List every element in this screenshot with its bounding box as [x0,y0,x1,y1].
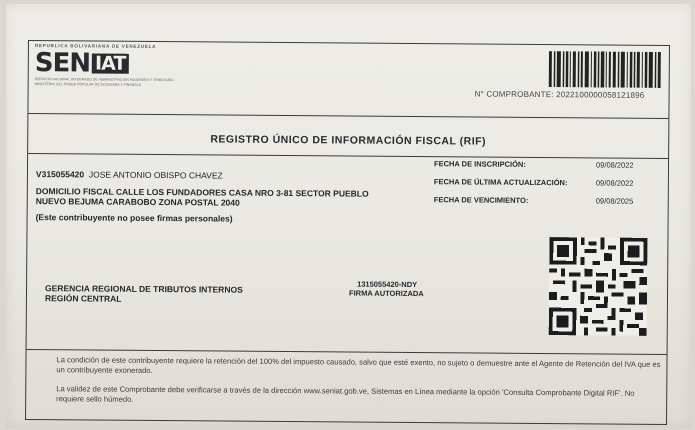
rif-certificate [25,40,670,425]
divider [28,153,668,159]
fecha-vencimiento-label: FECHA DE VENCIMIENTO: [433,195,529,205]
seniat-logo [35,43,210,100]
gerencia-line-2: REGIÓN CENTRAL [44,293,122,304]
fecha-inscripcion-value: 09/08/2022 [596,160,634,170]
fecha-inscripcion-label: FECHA DE INSCRIPCIÓN: [434,159,526,169]
document-paper [6,4,691,428]
divider [28,113,668,119]
document-title: REGISTRO ÚNICO DE INFORMACIÓN FISCAL (RIF) [210,133,487,148]
logo-word-box: IAT [92,54,128,74]
rif-number: V315055420 [35,169,85,180]
logo-wordmark [35,50,210,77]
footer-note-validez: La validez de este Comprobante debe verificarse a través de la dirección www.seniat.gob.ve, Sistemas en Línea mediante la opción 'Consulta Comprobante Digital RIF'. No requiere sello húmedo. [56,384,635,404]
fecha-vencimiento-value: 09/08/2025 [595,196,634,206]
firma-code: 1315055420-NDY [357,279,418,290]
taxpayer-name: JOSE ANTONIO OBISPO CHAVEZ [88,169,223,181]
gerencia-line-1: GERENCIA REGIONAL DE TRIBUTOS INTERNOS [45,283,243,295]
fecha-actualizacion-label: FECHA DE ÚLTIMA ACTUALIZACIÓN: [433,177,568,188]
firmas-note: (Este contribuyente no posee firmas personales) [35,212,233,224]
footer-note-retencion: La condición de este contribuyente requiere la retención del 100% del impuesto causado, salvo que esté exento, no sujeto o demuestre ante el Agente de Retención del IVA que es un contribuyente exonerado. [56,355,661,375]
qr-code-icon [549,237,648,336]
domicilio-line-1: DOMICILIO FISCAL CALLE LOS FUNDADORES CASA NRO 3-81 SECTOR PUEBLO [35,186,369,199]
logo-header-text: REPUBLICA BOLIVARIANA DE VENEZUELA [34,43,157,50]
logo-word-text: SEN [34,48,91,79]
comprobante-number: N° COMPROBANTE: 2022100000058121896 [474,89,645,100]
fecha-actualizacion-value: 09/08/2022 [595,178,634,188]
domicilio-line-2: NUEVO BEJUMA CARABOBO ZONA POSTAL 2040 [35,196,240,208]
logo-subtitle: SERVICIO NACIONAL INTEGRADO DE ADMINISTRACION ADUANERA Y TRIBUTARIA [34,77,174,83]
firma-autorizada-label: FIRMA AUTORIZADA [348,288,424,299]
taxpayer-line [36,169,223,180]
barcode-icon [549,51,661,88]
divider [27,349,667,355]
logo-subtitle-2: MINISTERIO DEL PODER POPULAR DE ECONOMIA Y FINANZAS [34,82,141,87]
